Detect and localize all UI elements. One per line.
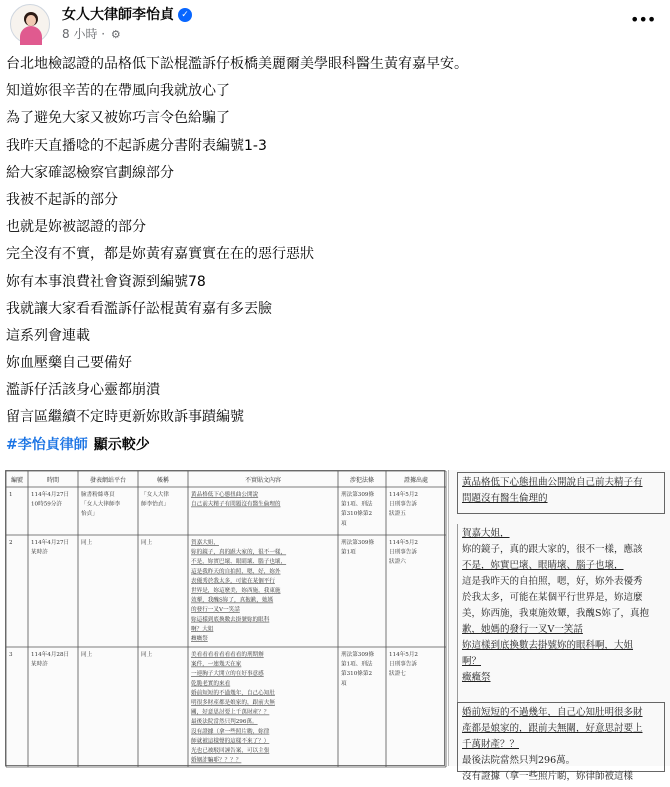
table-cell-text: 案件，一連幾天在家: [191, 661, 242, 668]
table-cell-text: 項: [341, 520, 347, 527]
post-line: 妳有本事浪費社會資源到編號78: [6, 273, 206, 290]
post-line: 妳血壓藥自己要備好: [6, 355, 132, 372]
table-cell-text: 師就被這樣聲的這樣不來了？）: [191, 738, 270, 745]
post-line: 這系列會連載: [6, 327, 90, 344]
table-cell-text: 自己前夫精子有問題沒有醫生倫理的: [191, 501, 281, 508]
post-line: 我就讓大家看看濫訴仔訟棍黃宥嘉有多丟臉: [6, 300, 272, 317]
post-line: 我昨天直播唸的不起訴處分書附表編號1-3: [6, 137, 267, 154]
closeup-line: 產都是娘家的，跟前夫無關，好意思討要上: [462, 723, 643, 734]
closeup-line: 妳的鏡子，真的跟大家的，很不一樣，應該: [462, 544, 643, 555]
document-closeup-image: [448, 470, 670, 782]
see-less-button[interactable]: 顯示較少: [93, 436, 150, 453]
table-header-cell: 涉犯法條: [349, 477, 375, 484]
table-cell-text: 第1項、刑法: [341, 661, 373, 668]
closeup-line: 妳這樣到底換數去掛號妳的眼科啊，大姐: [462, 640, 634, 651]
table-cell-text: 日刑事告訴: [389, 661, 417, 668]
table-cell-text: 114年4月28日: [31, 652, 70, 658]
table-cell-text: 妳的鏡子，真的跟大家的，很不一樣，: [191, 549, 287, 556]
table-cell-text: 某時許: [31, 661, 48, 668]
table-cell-text: 怡貞」: [81, 511, 98, 518]
table-cell-text: 刑法第309條: [341, 652, 375, 658]
table-header-cell: 編號: [10, 477, 24, 484]
table-cell-text: 114年4月27日: [31, 492, 70, 498]
table-cell-text: 不是，妳實巴壞、眼睛壞、腦子也壞，: [191, 559, 287, 566]
table-cell-text: 的發行一叉V一笑話: [191, 607, 240, 614]
closeup-line: 歉，她媽的發行一叉V一笑話: [462, 624, 583, 635]
table-cell-text: 114年5月2: [389, 540, 418, 546]
table-cell-text: 乾脆老實的來看: [191, 680, 231, 687]
table-cell-text: 這是我昨天的自拍照，嗯，好，妳外: [191, 568, 281, 575]
table-cell-text: 世界是，妳這麼美，妳西施，我東施: [191, 588, 281, 594]
table-cell-text: 第1項、刑法: [341, 501, 373, 508]
hashtag-line: [6, 434, 666, 456]
table-cell-text: 賀嘉大姐，: [191, 540, 219, 546]
table-cell-text: 狀證六: [389, 559, 406, 566]
table-cell-text: 「女人大律師李: [81, 501, 121, 508]
table-header-cell: 帳稱: [156, 477, 170, 484]
table-cell-text: 婚姻詐騙耶？？？？: [191, 757, 242, 764]
closeup-line: 美，妳西施，我東施效顰，我醜S妳了，真抱: [462, 608, 650, 619]
table-cell-text: 第310條第2: [341, 511, 373, 518]
table-cell-text: 效顰，我醜S妳了，真抱歉，她媽: [191, 597, 274, 604]
post-line: 知道妳很辛苦的在帶風向我就放心了: [6, 83, 230, 100]
more-options-button[interactable]: •••: [630, 10, 656, 29]
table-cell-text: 「女人大律: [141, 492, 169, 498]
closeup-line: 啊？: [462, 656, 482, 667]
table-cell-text: 10時59分許: [31, 501, 63, 508]
table-cell-text: 2: [9, 540, 13, 546]
document-table: [6, 471, 446, 767]
post-line: 為了避免大家又被妳巧言令色給騙了: [6, 110, 230, 127]
table-cell-text: 狀證五: [389, 511, 406, 518]
closeup-line: 於我太多，可能在某個平行世界是，妳這麼: [462, 592, 643, 603]
closeup-box-1-text: [458, 473, 664, 509]
closeup-line: 賀嘉大姐，: [462, 528, 510, 539]
avatar-dress: [20, 26, 42, 45]
table-cell-text: 美看看看看看看看看的刑期辦: [191, 652, 264, 658]
closeup-line: 最後法院當然只判296萬。: [462, 755, 576, 766]
table-cell-text: 3: [9, 652, 13, 658]
closeup-line: 問題沒有醫生倫理的: [462, 493, 548, 504]
table-cell-text: 狀證七: [389, 671, 406, 678]
table-cell-text: 一連胸子大開立的在好事意感: [191, 671, 264, 678]
post-body: [6, 52, 666, 456]
post-line: 我被不起訴的部分: [6, 191, 118, 208]
closeup-box-3-text: [458, 703, 664, 787]
avatar-face: [26, 15, 36, 26]
table-cell-text: 日刑事告訴: [389, 501, 417, 508]
table-cell-text: 婚前短短的不過幾年，自己心知肚: [191, 690, 275, 697]
closeup-line: 沒有證據（拿一些照片喲，妳律師被這樣: [462, 771, 634, 782]
table-cell-text: 師李怡貞」: [141, 501, 169, 508]
closeup-box-1: [457, 472, 665, 514]
table-cell-text: 黃品格低下心態扭曲公開說: [191, 492, 259, 498]
closeup-line: 癥癥祭: [462, 672, 491, 683]
table-cell-text: 第310條第2: [341, 671, 373, 678]
table-cell-text: 1: [9, 492, 13, 498]
post-line: 留言區繼續不定時更新妳敗訴事蹟編號: [6, 409, 244, 426]
table-cell-text: 明很多財產都是娘家的，跟前夫無: [191, 700, 275, 706]
table-cell-text: 同上: [81, 652, 93, 658]
closeup-line: 黃品格低下心態扭曲公開說自己前夫精子有: [462, 477, 643, 488]
author-name[interactable]: 女人大律師李怡貞: [62, 7, 174, 23]
post-line: 台北地檢認證的品格低下訟棍濫訴仔板橋美麗爾美學眼科醫生黃宥嘉早安。: [6, 56, 468, 72]
avatar[interactable]: [10, 4, 50, 44]
table-cell-text: 日刑事告訴: [389, 549, 417, 556]
closeup-line: 這是我昨天的自拍照，嗯，好，妳外表優秀: [462, 576, 643, 587]
table-cell-text: 表優秀於我太多，可能在某個平行: [191, 578, 275, 585]
table-header-cell: 時間: [46, 477, 60, 484]
post-time[interactable]: 8 小時 ·: [62, 27, 109, 41]
verified-badge-icon: ✓: [178, 8, 192, 22]
post-meta: [62, 26, 121, 43]
closeup-box-2-text: [458, 524, 665, 688]
table-cell-text: 114年5月2: [389, 652, 418, 658]
table-cell-text: 某時許: [31, 549, 48, 556]
hashtag-link[interactable]: #李怡貞律師: [6, 436, 88, 453]
table-cell-text: 最後法院當然只判296萬。: [191, 719, 258, 726]
closeup-line: 千萬財產？？: [462, 739, 520, 750]
table-cell-text: 癥癥祭: [191, 636, 208, 642]
table-cell-text: 項: [341, 680, 347, 687]
table-cell-text: 啊？大姐: [191, 626, 214, 633]
table-cell-text: 光也已被駁回誣告案，可以主張: [191, 748, 270, 754]
gear-icon[interactable]: ⚙: [110, 28, 121, 41]
table-cell-text: 臉書粉絲專頁: [81, 492, 115, 498]
table-cell-text: 同上: [141, 652, 153, 658]
document-table-image: [5, 470, 445, 766]
table-header-cell: 發表網站平台: [89, 477, 127, 484]
closeup-box-2: [457, 524, 665, 702]
table-header-cell: 不實貼文內容: [244, 477, 282, 484]
table-header-cell: 證據出處: [403, 477, 429, 484]
attached-image[interactable]: [0, 466, 670, 782]
closeup-box-3: [457, 702, 665, 782]
post-line: 濫訴仔活該身心靈都崩潰: [6, 382, 160, 399]
post-header: [0, 0, 670, 52]
post-line: 給大家確認檢察官劃線部分: [6, 164, 174, 181]
table-cell-text: 妳這樣到底換數去掛號妳的眼科: [191, 616, 270, 623]
closeup-line: 不是，妳實巴壞、眼睛壞、腦子也壞，: [462, 560, 624, 571]
table-cell-text: 114年4月27日: [31, 540, 70, 546]
closeup-line: 婚前短短的不過幾年，自己心知肚明很多財: [462, 707, 643, 718]
table-cell-text: 同上: [81, 540, 93, 546]
table-cell-text: 第1項: [341, 549, 356, 556]
table-cell-text: 沒有證據（拿一些照片喲，妳律: [191, 728, 270, 735]
table-cell-text: 刑法第309條: [341, 540, 375, 546]
post-line: 也就是妳被認證的部分: [6, 219, 146, 236]
post-line: 完全沒有不實，都是妳黃宥嘉實實在在的惡行惡狀: [6, 246, 314, 263]
table-cell-text: 同上: [141, 540, 153, 546]
table-cell-text: 114年5月2: [389, 492, 418, 498]
table-cell-text: 刑法第309條: [341, 492, 375, 498]
table-cell-text: 關，好意思討要上千萬財產？？: [191, 709, 270, 716]
